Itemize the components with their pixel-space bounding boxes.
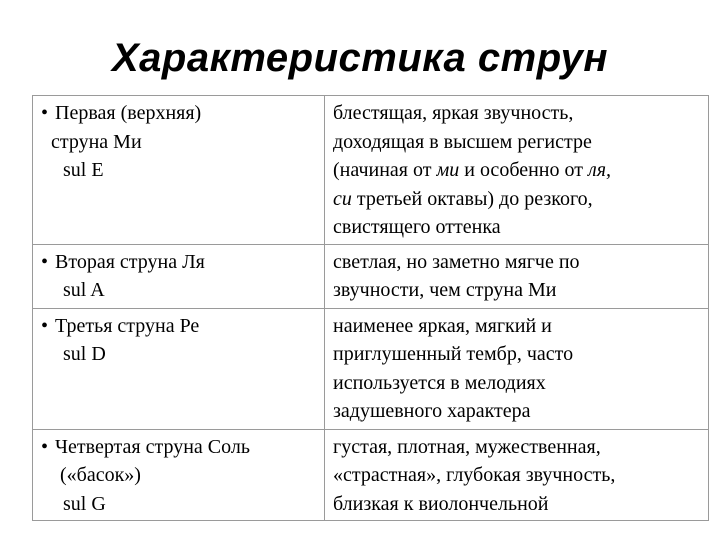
string-name: Вторая струна Ля	[55, 250, 205, 273]
bullet-icon: •	[41, 102, 49, 124]
string-position: sul E	[63, 159, 104, 181]
description-line: задушевного характера	[333, 400, 531, 422]
bullet-icon: •	[41, 250, 49, 273]
bullet-icon: •	[41, 435, 49, 458]
string-position: sul G	[63, 492, 106, 515]
note-name: си	[333, 187, 352, 210]
description-line: свистящего оттенка	[333, 216, 501, 238]
description-line: близкая к виолончельной	[333, 492, 549, 515]
string-name: Первая (верхняя)	[55, 102, 202, 124]
description-line: доходящая в высшем регистре	[333, 130, 592, 153]
description-line: приглушенный тембр, часто	[333, 343, 574, 365]
page-title: Характеристика струн	[111, 36, 608, 80]
string-position: sul A	[63, 279, 105, 301]
note-name: ми	[436, 159, 460, 181]
description-line: блестящая, яркая звучность,	[333, 102, 574, 124]
string-name-line: струна Ми	[51, 130, 142, 153]
table-row	[33, 429, 709, 521]
string-position: sul D	[63, 343, 106, 365]
string-name-cell	[33, 244, 325, 308]
description-line: (начиная от ми и особенно от ля,	[333, 159, 612, 181]
description-line: звучности, чем струна Ми	[333, 279, 557, 301]
string-name-cell	[33, 96, 325, 245]
string-nickname: («басок»)	[60, 464, 141, 486]
description-line: густая, плотная, мужественная,	[333, 435, 601, 458]
description-line: си третьей октавы) до резкого,	[333, 187, 593, 210]
table-row	[33, 244, 709, 308]
description-line: светлая, но заметно мягче по	[333, 250, 580, 273]
string-description-cell	[325, 308, 709, 429]
string-description-cell	[325, 244, 709, 308]
table-row	[33, 96, 709, 245]
description-line: используется в мелодиях	[333, 371, 546, 394]
description-line: «страстная», глубокая звучность,	[333, 464, 616, 486]
description-line: наименее яркая, мягкий и	[333, 314, 552, 337]
string-name-cell	[33, 429, 325, 521]
bullet-icon: •	[41, 314, 49, 337]
string-name: Четвертая струна Соль	[55, 435, 250, 458]
note-name: ля,	[587, 159, 612, 181]
string-name: Третья струна Ре	[55, 314, 200, 337]
string-description-cell	[325, 429, 709, 521]
string-name-cell	[33, 308, 325, 429]
string-description-cell	[325, 96, 709, 245]
strings-table	[32, 95, 709, 521]
table-row	[33, 308, 709, 429]
